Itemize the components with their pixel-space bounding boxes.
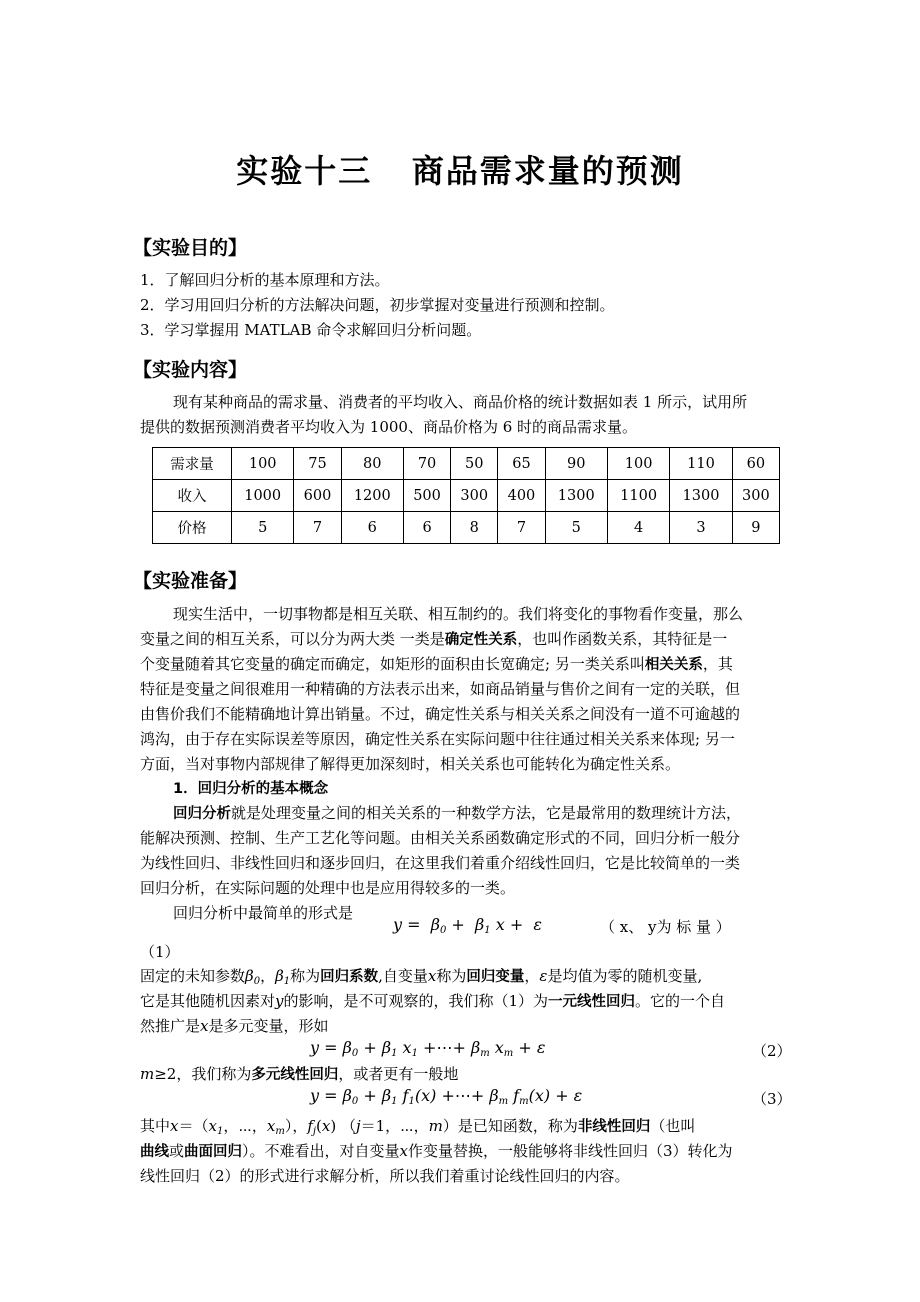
regression-paragraph-line: 回归分析，在实际问题的处理中也是应用得较多的一类。 xyxy=(140,879,516,897)
prep-paragraph-line: 由售价我们不能精确地计算出销量。不过，确定性关系与相关关系之间没有一道不可逾越的 xyxy=(140,705,741,723)
table-cell: 1000 xyxy=(232,480,294,512)
equation-2-number: （2） xyxy=(752,1042,792,1060)
table-cell: 70 xyxy=(403,448,450,480)
section-heading-prep: 【实验准备】 xyxy=(133,570,248,592)
equation-2: $y = \beta_0 + \beta_1$ $x_1$ +⋯+ $\beta_m$ $x_m + \varepsilon$ xyxy=(310,1038,546,1059)
table-cell: 90 xyxy=(545,448,607,480)
section-heading-purpose: 【实验目的】 xyxy=(133,237,248,259)
table-cell: 110 xyxy=(670,448,732,480)
regression-paragraph-line: 回归分析中最简单的形式是 xyxy=(173,904,354,922)
purpose-item-2: 2．学习用回归分析的方法解决问题，初步掌握对变量进行预测和控制。 xyxy=(140,296,615,314)
subheading-regression-basics: 1．回归分析的基本概念 xyxy=(173,781,329,797)
section-heading-content: 【实验内容】 xyxy=(133,359,248,381)
prep-paragraph-line: 特征是变量之间很难用一种精确的方法表示出来，如商品销量与售价之间有一定的关联，但 xyxy=(140,680,741,698)
table-cell: 5 xyxy=(232,512,294,544)
table-cell: 600 xyxy=(294,480,341,512)
regression-paragraph-line: 为线性回归、非线性回归和逐步回归，在这里我们着重介绍线性回归，它是比较简单的一类 xyxy=(140,854,741,872)
table-cell: 收入 xyxy=(153,480,232,512)
table-cell: 80 xyxy=(341,448,403,480)
explanation-line: 固定的未知参数$\beta_0$，$\beta_1$称为回归系数,自变量x称为回归变量，ε是均值为零的随机变量, xyxy=(140,967,703,987)
equation-1-note: （ x、 y为 标 量 ） xyxy=(600,918,731,936)
explanation-line: 线性回归（2）的形式进行求解分析，所以我们着重讨论线性回归的内容。 xyxy=(140,1167,630,1185)
table-cell: 65 xyxy=(498,448,545,480)
explanation-line: m≥2，我们称为多元线性回归，或者更有一般地 xyxy=(140,1065,459,1083)
table-cell: 6 xyxy=(403,512,450,544)
keyword: 曲线 xyxy=(140,1144,169,1160)
table-cell: 100 xyxy=(232,448,294,480)
table-cell: 1300 xyxy=(670,480,732,512)
content-paragraph-line: 现有某种商品的需求量、消费者的平均收入、商品价格的统计数据如表 1 所示，试用所 xyxy=(173,393,748,411)
explanation-line: 然推广是x是多元变量，形如 xyxy=(140,1017,329,1035)
regression-paragraph-line: 回归分析就是处理变量之间的相关关系的一种数学方法，它是最常用的数理统计方法， xyxy=(173,804,742,822)
table-cell: 60 xyxy=(732,448,779,480)
prep-paragraph-line: 鸿沟，由于存在实际误差等原因，确定性关系在实际问题中往往通过相关关系来体现; 另一 xyxy=(140,730,735,748)
keyword: 一元线性回归 xyxy=(548,994,636,1010)
table-cell: 1100 xyxy=(607,480,669,512)
data-table xyxy=(152,447,780,544)
keyword: 曲面回归 xyxy=(184,1144,243,1160)
table-cell: 1200 xyxy=(341,480,403,512)
table-cell: 4 xyxy=(607,512,669,544)
equation-3-number: （3） xyxy=(752,1090,792,1108)
table-row xyxy=(153,512,780,544)
table-cell: 需求量 xyxy=(153,448,232,480)
keyword: 回归分析 xyxy=(173,806,231,822)
explanation-line: 曲线或曲面回归）。不难看出，对自变量x作变量替换，一般能够将非线性回归（3）转化为 xyxy=(140,1142,733,1160)
table-row xyxy=(153,448,780,480)
prep-paragraph-line: 方面，当对事物内部规律了解得更加深刻时，相关关系也可能转化为确定性关系。 xyxy=(140,755,681,773)
table-cell: 3 xyxy=(670,512,732,544)
keyword: 确定性关系 xyxy=(444,632,518,648)
keyword: 多元线性回归 xyxy=(251,1067,339,1083)
table-cell: 7 xyxy=(498,512,545,544)
table-cell: 8 xyxy=(451,512,498,544)
table-cell: 9 xyxy=(732,512,779,544)
equation-1-number: （1） xyxy=(140,943,180,961)
table-cell: 7 xyxy=(294,512,341,544)
page-title: 实验十三 商品需求量的预测 xyxy=(236,152,684,190)
regression-paragraph-line: 能解决预测、控制、生产工艺化等问题。由相关关系函数确定形式的不同，回归分析一般分 xyxy=(140,829,741,847)
table-cell: 5 xyxy=(545,512,607,544)
table-cell: 400 xyxy=(498,480,545,512)
content-paragraph-line: 提供的数据预测消费者平均收入为 1000、商品价格为 6 时的商品需求量。 xyxy=(140,418,638,436)
table-cell: 100 xyxy=(607,448,669,480)
prep-paragraph-line: 现实生活中，一切事物都是相互关联、相互制约的。我们将变化的事物看作变量，那么 xyxy=(173,605,744,623)
table-cell: 300 xyxy=(451,480,498,512)
table-cell: 价格 xyxy=(153,512,232,544)
explanation-line: 它是其他随机因素对y的影响，是不可观察的，我们称（1）为一元线性回归。它的一个自 xyxy=(140,992,726,1010)
prep-paragraph-line: 变量之间的相互关系，可以分为两大类 一类是确定性关系，也叫作函数关系，其特征是一 xyxy=(140,630,728,648)
keyword: 相关关系 xyxy=(644,657,703,673)
table-cell: 300 xyxy=(732,480,779,512)
table-cell: 1300 xyxy=(545,480,607,512)
keyword: 非线性回归 xyxy=(577,1119,651,1135)
prep-paragraph-line: 个变量随着其它变量的确定而确定，如矩形的面积由长宽确定; 另一类关系叫相关关系，其 xyxy=(140,655,733,673)
keyword: 回归变量 xyxy=(466,969,525,985)
table-row xyxy=(153,480,780,512)
table-cell: 75 xyxy=(294,448,341,480)
purpose-item-3: 3．学习掌握用 MATLAB 命令求解回归分析问题。 xyxy=(140,321,482,339)
table-cell: 6 xyxy=(341,512,403,544)
purpose-item-1: 1．了解回归分析的基本原理和方法。 xyxy=(140,271,390,289)
equation-1: $y = \beta_0 + \beta_1$ x + ε xyxy=(393,915,542,936)
equation-3: $y = \beta_0 + \beta_1$ $f_1(x)$ +⋯+ $\beta_m$ $f_m(x) + \varepsilon$ xyxy=(310,1086,583,1107)
table-cell: 500 xyxy=(403,480,450,512)
explanation-line: 其中$x=(x_1$，⋯，$x_m$），$f_j(x)$ （j＝1，⋯，m）是已知函数，称为非线性回归（也叫 xyxy=(140,1117,696,1137)
keyword: 回归系数 xyxy=(320,969,379,985)
table-cell: 50 xyxy=(451,448,498,480)
